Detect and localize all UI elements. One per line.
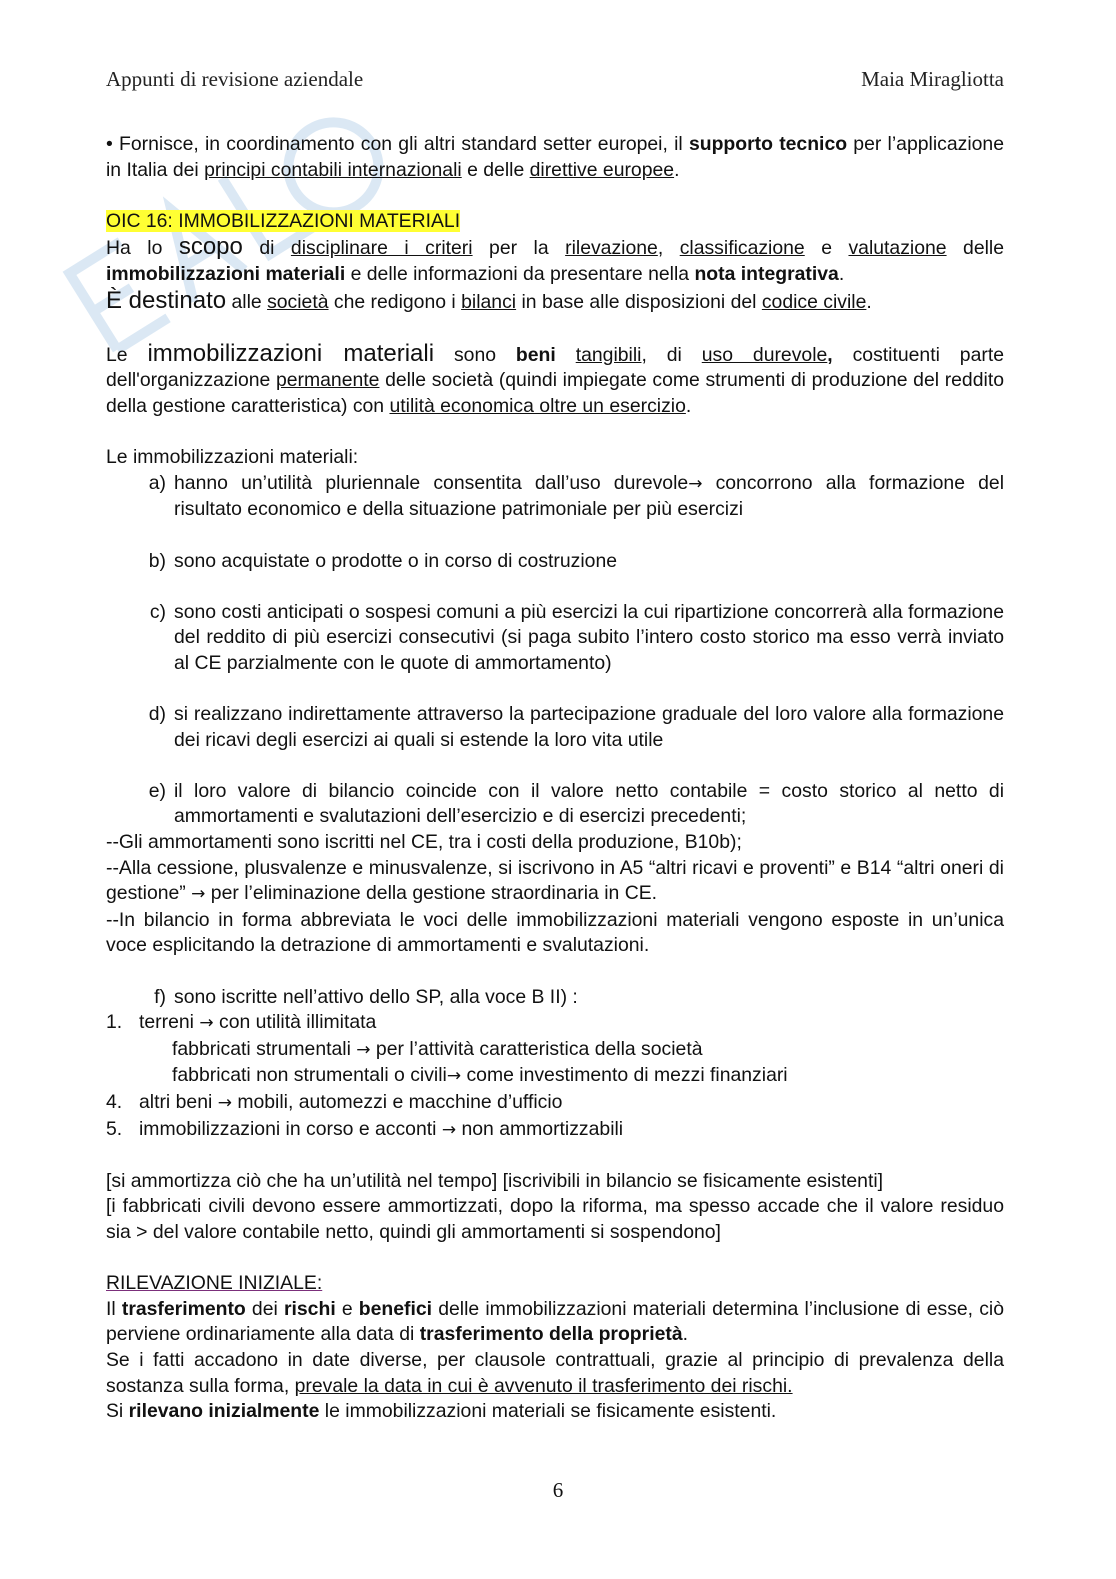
note-bilancio-abbreviato: --In bilancio in forma abbreviata le voci delle immobilizzazioni materiali vengono esposte in un’unica voce esplicitando la detrazione di ammortamenti e svalutazioni. (106, 908, 1004, 957)
arrow-right-icon: → (441, 1119, 457, 1140)
header-author: Maia Miragliotta (861, 67, 1004, 91)
arrow-right-icon: → (356, 1039, 371, 1060)
list-item-c: c) sono costi anticipati o sospesi comuni a più esercizi la cui ripartizione concorrerà alla formazione del reddito di più esercizi consecutivi (si paga subito l’intero costo storico ma esso verrà inviato al CE parzialmente con le quote di ammortamento) (149, 600, 1004, 674)
intro-paragraph: • Fornisce, in coordinamento con gli altri standard setter europei, il supporto tecnico per l’applicazione in Italia dei principi contabili internazionali e delle direttive europee. (106, 133, 1004, 181)
class-item-4: 4. altri beni → mobili, automezzi e macchine d’ufficio (106, 1090, 563, 1113)
header-title: Appunti di revisione aziendale (106, 67, 364, 91)
list-item-d: d) si realizzano indirettamente attraverso la partecipazione graduale del loro valore alla formazione dei ricavi degli esercizi ai quali si estende la loro vita utile (148, 703, 1004, 751)
arrow-right-icon: → (191, 884, 206, 905)
list-item-b: b) sono acquistate o prodotte o in corso di costruzione (148, 549, 618, 572)
arrow-right-icon: → (446, 1066, 462, 1087)
note-cessione: --Alla cessione, plusvalenze e minusvalenze, si iscrivono in A5 “altri ricavi e proventi” e B14 “altri oneri di gestione” → per l’eliminazione della gestione straordinaria in CE. (106, 856, 1004, 905)
arrow-right-icon: → (199, 1013, 214, 1034)
rilevazione-paragraph-2: Se i fatti accadono in date diverse, per clausole contrattuali, grazie al principio di prevalenza della sostanza sulla forma, prevale la data in cui è avvenuto il trasferimento dei rischi. (106, 1348, 1004, 1397)
list-intro: Le immobilizzazioni materiali: (106, 446, 359, 469)
rilevazione-paragraph-1: Il trasferimento dei rischi e benefici delle immobilizzazioni materiali determina l’inclusione di esse, ciò perviene ordinariamente alla data di trasferimento della proprietà. (106, 1297, 1004, 1346)
class-item-1: 1. terreni → con utilità illimitata (106, 1011, 377, 1034)
bracket-note-2: [i fabbricati civili devono essere ammortizzati, dopo la riforma, ma spesso accade che il valore residuo sia > del valore contabile netto, quindi gli ammortamenti si sospendono] (106, 1195, 1004, 1243)
class-item-1-civili: fabbricati non strumentali o civili→ come investimento di mezzi finanziari (172, 1064, 788, 1087)
list-item-e: e) il loro valore di bilancio coincide con il valore netto contabile = costo storico al netto di ammortamenti e svalutazioni dell’esercizio e di esercizi precedenti; (148, 779, 1004, 828)
class-item-5: 5. immobilizzazioni in corso e acconti → non ammortizzabili (106, 1117, 624, 1140)
rilevazione-title: RILEVAZIONE INIZIALE: (106, 1272, 323, 1295)
list-item-f: f) sono iscritte nell’attivo dello SP, alla voce B II) : (154, 985, 578, 1008)
arrow-right-icon: → (217, 1092, 232, 1113)
bracket-note-1: [si ammortizza ciò che ha un’utilità nel tempo] [iscrivibili in bilancio se fisicamente esistenti] (106, 1169, 884, 1192)
page-content (106, 132, 1004, 1425)
scope-paragraph: Ha lo scopo di disciplinare i criteri per la rilevazione, classificazione e valutazione delle immobilizzazioni materiali e delle informazioni da presentare nella nota integrativa. (106, 233, 1005, 285)
page-number: 6 (552, 1478, 564, 1502)
arrow-right-icon: → (688, 473, 703, 494)
definition-paragraph: Le immobilizzazioni materiali sono beni tangibili, di uso durevole, costituenti parte dell'organizzazione permanente delle società (quindi impiegate come strumenti di produzione del reddito della gestione caratteristica) con utilità economica oltre un esercizio. (106, 339, 1004, 417)
note-ammortamenti: --Gli ammortamenti sono iscritti nel CE, tra i costi della produzione, B10b); (106, 831, 742, 854)
destination-paragraph: È destinato alle società che redigono i bilanci in base alle disposizioni del codice civile. (106, 286, 872, 314)
list-item-a: a) hanno un’utilità pluriennale consentita dall’uso durevole→ concorrono alla formazione del risultato economico e della situazione patrimoniale per più esercizi (148, 471, 1004, 521)
section-title: OIC 16: IMMOBILIZZAZIONI MATERIALI (106, 209, 461, 232)
rilevazione-paragraph-3: Si rilevano inizialmente le immobilizzazioni materiali se fisicamente esistenti. (106, 1400, 777, 1423)
class-item-1-strumentali: fabbricati strumentali → per l’attività caratteristica della società (172, 1037, 703, 1060)
